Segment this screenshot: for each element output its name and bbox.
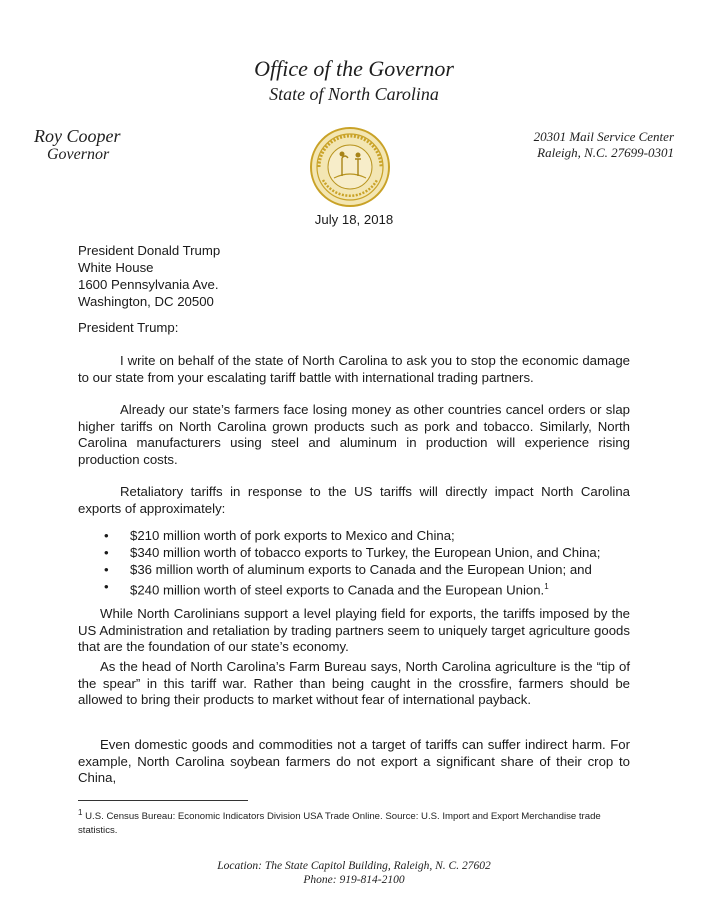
paragraph <box>78 606 630 656</box>
footer-phone: Phone: 919-814-2100 <box>303 874 405 886</box>
paragraph <box>78 737 630 787</box>
state-title: State of North Carolina <box>269 84 439 104</box>
recipient-line: 1600 Pennsylvania Ave. <box>78 277 219 292</box>
paragraph-text: I write on behalf of the state of North Carolina to ask you to stop the economic damage to our state from your escalating tariff battle with international trading partners. <box>78 353 630 385</box>
paragraph <box>78 402 630 468</box>
footnote-mark: 1 <box>544 582 549 591</box>
paragraph <box>78 659 630 709</box>
paragraph-text: Already our state’s farmers face losing money as other countries cancel orders or slap higher tariffs on North Carolina grown products such as pork and tobacco. Similarly, North Carolina manufacturers using steel and aluminum in production will experience rising production costs. <box>78 402 630 467</box>
recipient-line: President Donald Trump <box>78 243 221 258</box>
recipient-line: Washington, DC 20500 <box>78 294 214 309</box>
governor-title: Governor <box>47 146 110 163</box>
state-seal-icon <box>309 126 391 208</box>
footnote-text: U.S. Census Bureau: Economic Indicators Division USA Trade Online. Source: U.S. Import and Export Merchandise trade statistics. <box>78 811 601 837</box>
letter-date: July 18, 2018 <box>314 212 394 227</box>
salutation: President Trump: <box>78 320 179 335</box>
list-item: • $240 million worth of steel exports to Canada and the European Union.$^1$ <box>104 579 624 596</box>
paragraph-text: As the head of North Carolina’s Farm Bureau says, North Carolina agriculture is the “tip of the spear” in this tariff war. Rather than being caught in the crossfire, farmers should be allowed to bring their products to market without fear of international payback. <box>78 659 630 707</box>
recipient-address <box>78 243 220 311</box>
list-item: • $210 million worth of pork exports to Mexico and China; <box>104 528 624 545</box>
address-line-2: Raleigh, N.C. 27699-0301 <box>537 145 674 160</box>
paragraph-text: While North Carolinians support a level playing field for exports, the tariffs imposed by the US Administration and retaliation by trading partners seem to uniquely target agriculture goods that are the foundation of our state’s economy. <box>78 606 630 654</box>
list-item: • $340 million worth of tobacco exports to Turkey, the European Union, and China; <box>104 545 624 562</box>
footnote <box>78 806 638 838</box>
paragraph-text: Retaliatory tariffs in response to the US tariffs will directly impact North Carolina exports of approximately: <box>78 484 630 516</box>
office-title: Office of the Governor <box>254 56 454 81</box>
footnote-divider <box>78 800 248 801</box>
footnote-number: 1 <box>78 808 83 817</box>
footer-location: Location: The State Capitol Building, Raleigh, N. C. 27602 <box>217 860 491 872</box>
paragraph <box>78 353 630 386</box>
export-list <box>104 528 624 596</box>
list-item: • $36 million worth of aluminum exports to Canada and the European Union; and <box>104 562 624 579</box>
recipient-line: White House <box>78 260 154 275</box>
address-line-1: 20301 Mail Service Center <box>533 129 674 144</box>
paragraph <box>78 484 630 517</box>
governor-name: Roy Cooper <box>34 126 121 146</box>
paragraph-text: Even domestic goods and commodities not a target of tariffs can suffer indirect harm. For example, North Carolina soybean farmers do not export a significant share of their crop to China, <box>78 737 630 785</box>
